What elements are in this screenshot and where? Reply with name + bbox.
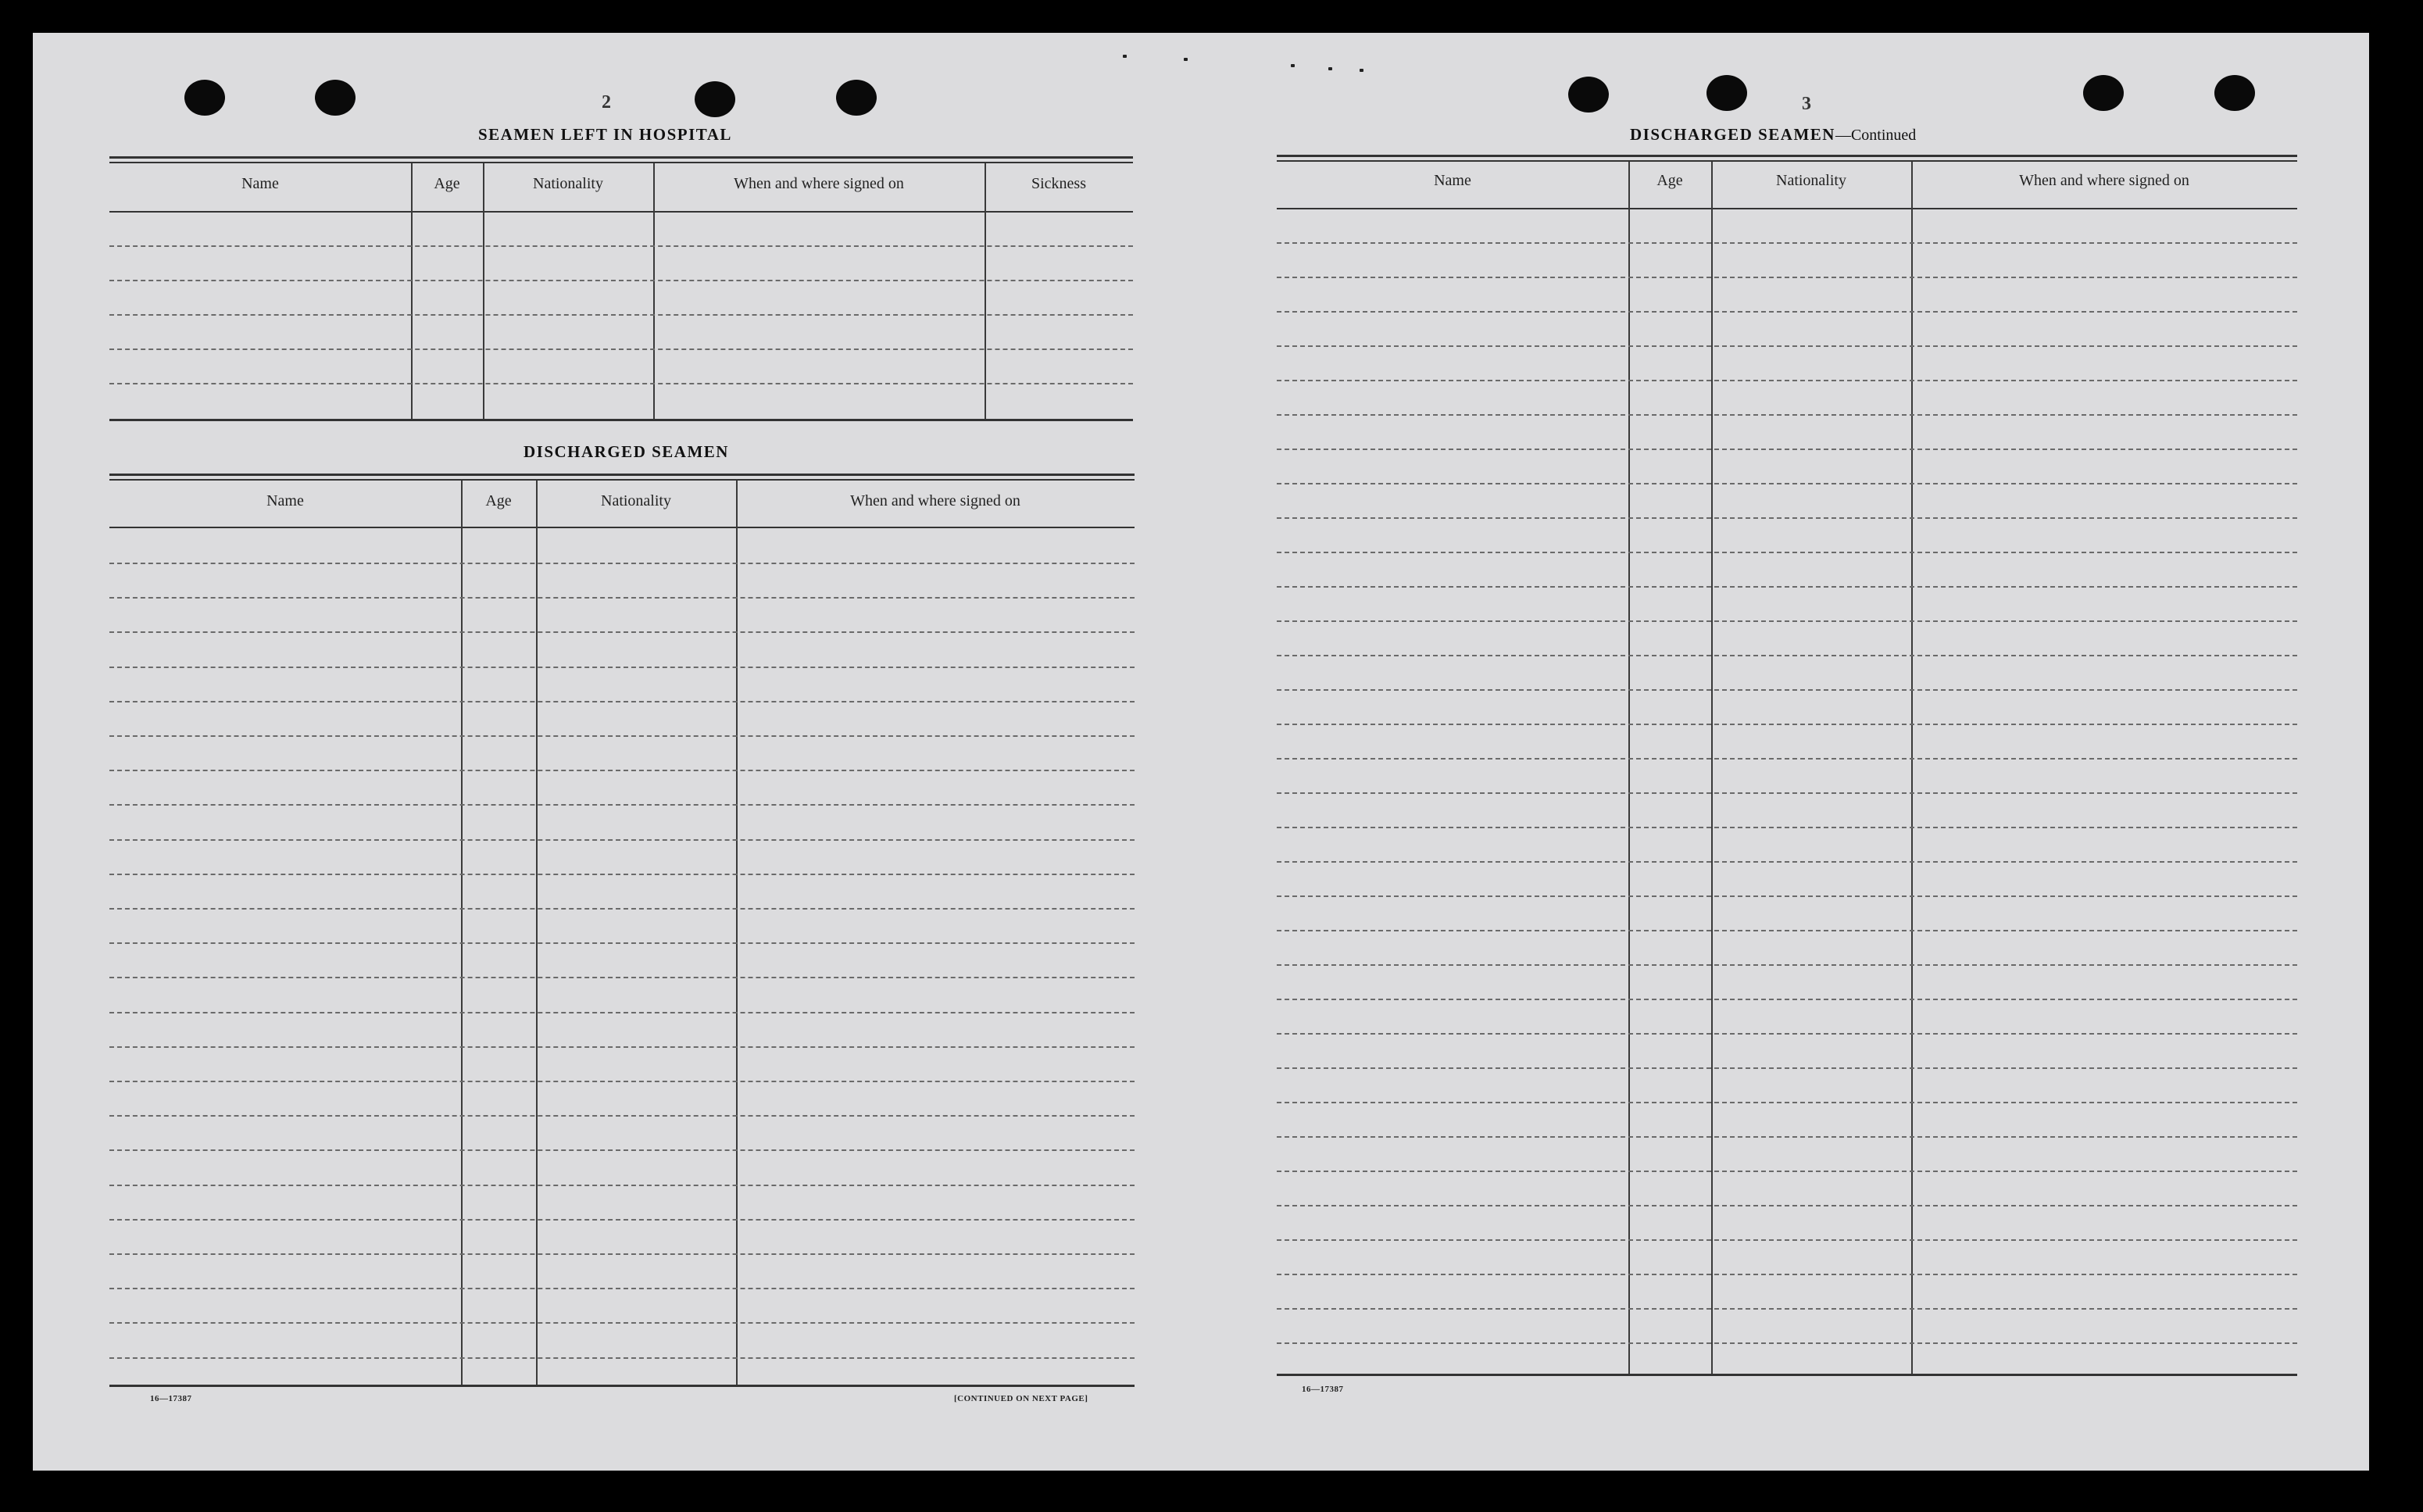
row-line: [109, 1219, 1135, 1221]
row-line: [109, 1046, 1135, 1048]
row-line: [1277, 655, 2297, 656]
column-divider: [1711, 162, 1713, 1374]
row-line: [1277, 552, 2297, 553]
row-line: [109, 1253, 1135, 1255]
table-bottom-rule: [109, 1385, 1135, 1387]
scan-speck: [1184, 58, 1188, 61]
row-line: [109, 1115, 1135, 1117]
row-line: [1277, 999, 2297, 1000]
header-bottom-rule: [109, 211, 1133, 213]
column-header-age: Age: [434, 175, 460, 192]
row-line: [109, 1012, 1135, 1013]
table-top-rule: [1277, 160, 2297, 162]
row-line: [1277, 311, 2297, 313]
header-bottom-rule: [1277, 208, 2297, 209]
scan-speck: [1291, 64, 1295, 67]
column-header-name: Name: [266, 492, 304, 509]
row-line: [109, 1185, 1135, 1186]
row-line: [1277, 827, 2297, 828]
column-header-nationality: Nationality: [601, 492, 671, 509]
row-line: [109, 1322, 1135, 1324]
continued-note: [CONTINUED ON NEXT PAGE]: [954, 1394, 1088, 1403]
row-line: [1277, 792, 2297, 794]
row-line: [1277, 964, 2297, 966]
punch-hole: [836, 80, 877, 116]
punch-hole: [2214, 75, 2255, 111]
column-divider: [1628, 162, 1630, 1374]
row-line: [1277, 1102, 2297, 1103]
punch-hole: [315, 80, 356, 116]
column-header-name: Name: [1434, 172, 1471, 189]
table-bottom-rule: [1277, 1374, 2297, 1376]
table-top-rule: [1277, 155, 2297, 157]
discharged-section-title: DISCHARGED SEAMEN: [524, 442, 729, 461]
row-line: [109, 1288, 1135, 1289]
row-line: [1277, 930, 2297, 931]
row-line: [109, 839, 1135, 841]
page-number-right: 3: [1802, 94, 1811, 114]
row-line: [109, 280, 1133, 281]
row-line: [109, 1357, 1135, 1359]
column-header-when-and-where-signed-on: When and where signed on: [2019, 172, 2189, 189]
page-number-left: 2: [602, 92, 611, 113]
column-header-sickness: Sickness: [1031, 175, 1086, 192]
discharged-continued-title-main: DISCHARGED SEAMEN: [1630, 125, 1835, 144]
row-line: [109, 908, 1135, 910]
punch-hole: [695, 81, 735, 117]
row-line: [109, 735, 1135, 737]
row-line: [109, 597, 1135, 599]
row-line: [109, 874, 1135, 875]
column-header-nationality: Nationality: [1776, 172, 1846, 189]
row-line: [1277, 483, 2297, 484]
column-divider: [483, 163, 484, 419]
form-code-right: 16—17387: [1302, 1385, 1344, 1394]
row-line: [1277, 689, 2297, 691]
row-line: [109, 942, 1135, 944]
row-line: [109, 977, 1135, 978]
table-bottom-rule: [109, 419, 1133, 421]
form-code-left: 16—17387: [150, 1394, 192, 1403]
column-divider: [411, 163, 413, 419]
row-line: [1277, 586, 2297, 588]
scan-speck: [1123, 55, 1127, 58]
row-line: [1277, 1033, 2297, 1035]
row-line: [109, 804, 1135, 806]
hospital-section-title: SEAMEN LEFT IN HOSPITAL: [478, 125, 732, 144]
row-line: [109, 563, 1135, 564]
row-line: [1277, 1067, 2297, 1069]
continued-suffix: —Continued: [1835, 127, 1917, 144]
row-line: [109, 245, 1133, 247]
punch-hole: [184, 80, 225, 116]
column-divider: [736, 481, 738, 1385]
column-header-when-and-where-signed-on: When and where signed on: [850, 492, 1020, 509]
row-line: [1277, 1308, 2297, 1310]
table-top-rule: [109, 156, 1133, 159]
row-line: [109, 701, 1135, 702]
row-line: [1277, 620, 2297, 622]
row-line: [1277, 1239, 2297, 1241]
punch-hole: [1568, 77, 1609, 113]
row-line: [1277, 414, 2297, 416]
row-line: [1277, 895, 2297, 897]
row-line: [109, 383, 1133, 384]
column-header-nationality: Nationality: [533, 175, 603, 192]
row-line: [109, 349, 1133, 350]
row-line: [1277, 517, 2297, 519]
row-line: [109, 1149, 1135, 1151]
scan-speck: [1328, 67, 1332, 70]
scanned-form-sheet: [33, 33, 2369, 1471]
row-line: [1277, 242, 2297, 244]
column-header-age: Age: [1656, 172, 1683, 189]
column-divider: [985, 163, 986, 419]
header-bottom-rule: [109, 527, 1135, 528]
row-line: [1277, 345, 2297, 347]
column-header-age: Age: [485, 492, 512, 509]
column-divider: [653, 163, 655, 419]
row-line: [1277, 449, 2297, 450]
column-header-name: Name: [241, 175, 279, 192]
row-line: [109, 1081, 1135, 1082]
row-line: [1277, 1136, 2297, 1138]
row-line: [1277, 277, 2297, 278]
table-top-rule: [109, 474, 1135, 476]
row-line: [1277, 1171, 2297, 1172]
column-header-when-and-where-signed-on: When and where signed on: [734, 175, 904, 192]
row-line: [1277, 1342, 2297, 1344]
scan-speck: [1360, 69, 1363, 72]
row-line: [109, 770, 1135, 771]
column-divider: [461, 481, 463, 1385]
column-divider: [1911, 162, 1913, 1374]
table-top-rule: [109, 162, 1133, 163]
row-line: [1277, 724, 2297, 725]
discharged-continued-title: [1630, 125, 1916, 145]
row-line: [109, 631, 1135, 633]
row-line: [109, 314, 1133, 316]
column-divider: [536, 481, 538, 1385]
table-top-rule: [109, 479, 1135, 481]
punch-hole: [1706, 75, 1747, 111]
row-line: [1277, 1205, 2297, 1206]
punch-hole: [2083, 75, 2124, 111]
row-line: [1277, 758, 2297, 760]
row-line: [1277, 380, 2297, 381]
row-line: [1277, 861, 2297, 863]
row-line: [1277, 1274, 2297, 1275]
row-line: [109, 667, 1135, 668]
